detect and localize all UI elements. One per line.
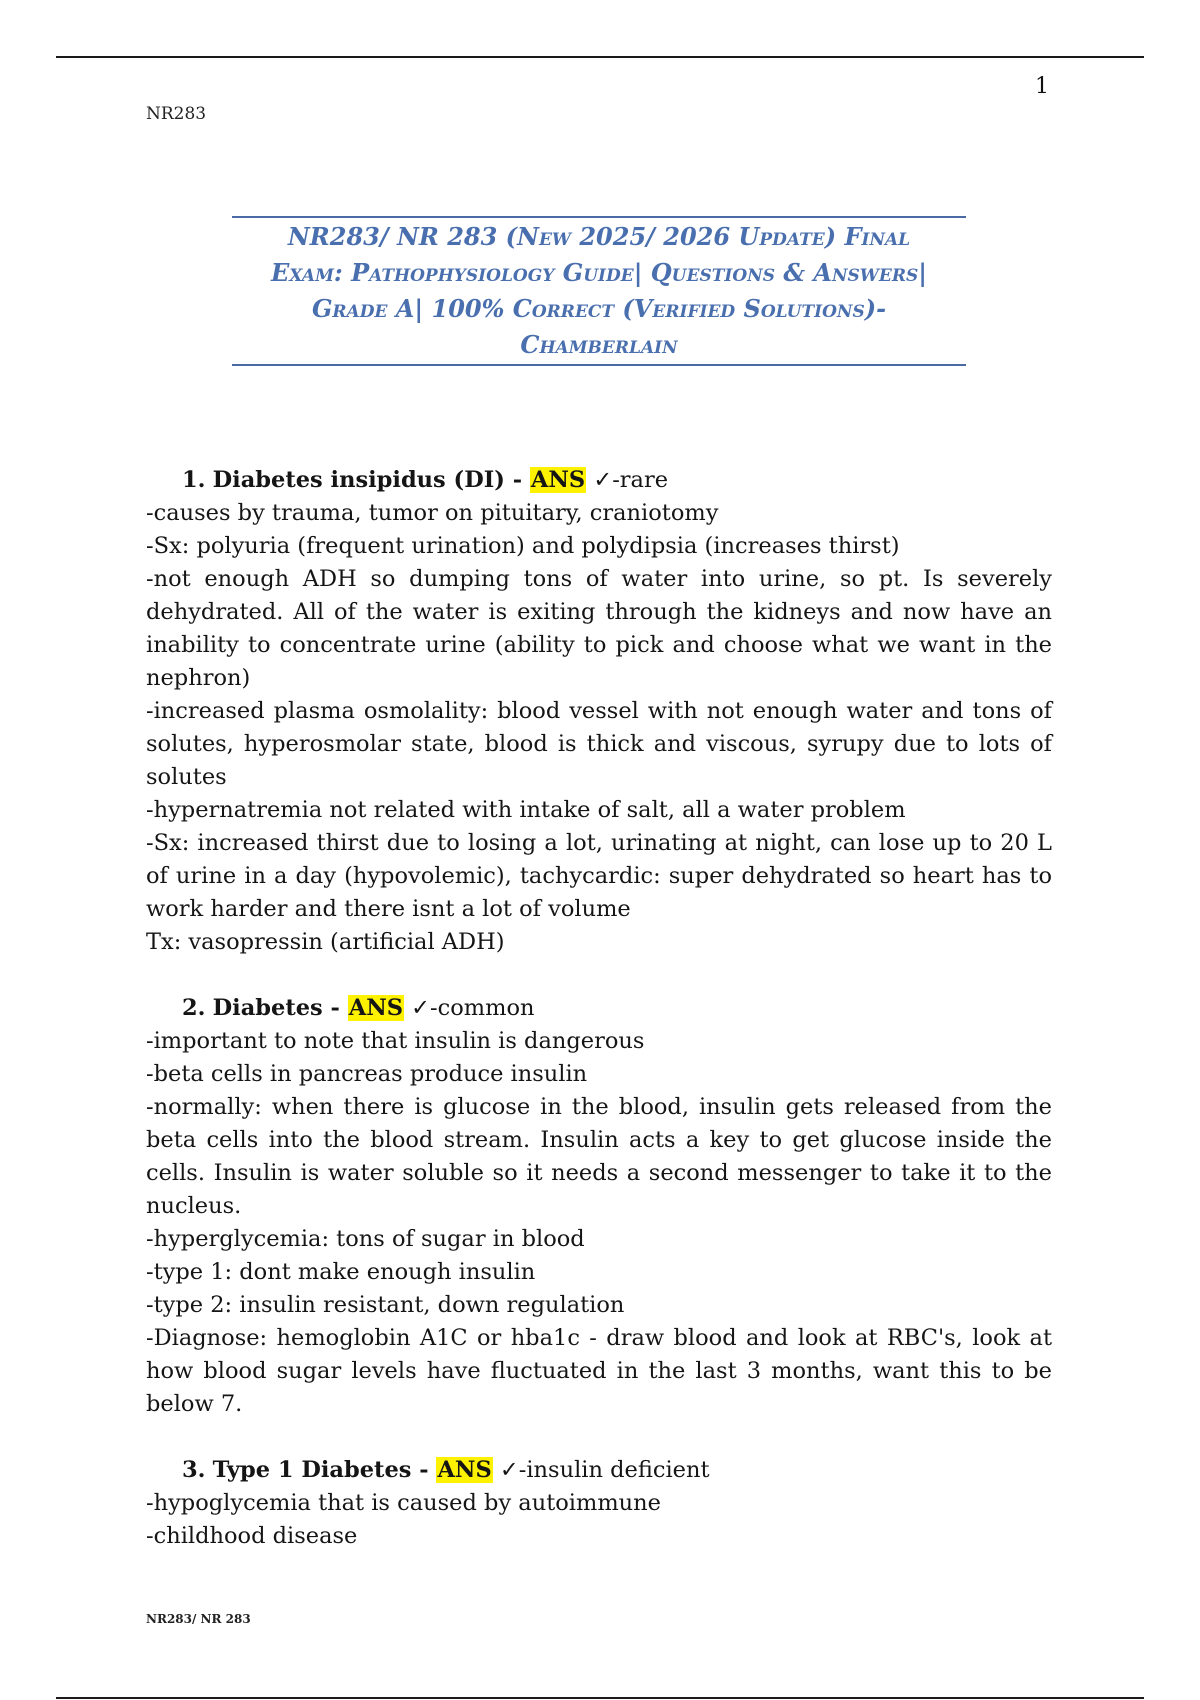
answer-line: -hypoglycemia that is caused by autoimmune xyxy=(146,1490,661,1516)
answer-line: -increased plasma osmolality: blood vessel with not enough water and tons of solutes, hyperosmolar state, blood is thick and viscous, syrupy due to lots of solutes xyxy=(146,698,1052,790)
check-icon: ✓ xyxy=(593,467,613,493)
header-code: NR283 xyxy=(146,104,207,124)
answer-badge: ANS xyxy=(530,467,586,493)
separator: - xyxy=(322,995,348,1021)
question-heading xyxy=(146,992,1052,1025)
footer-code: NR283/ NR 283 xyxy=(146,1612,251,1626)
question-number: 2. xyxy=(182,995,206,1021)
question-heading xyxy=(146,1454,1052,1487)
answer-line: -causes by trauma, tumor on pituitary, craniotomy xyxy=(146,500,719,526)
question-term: Type 1 Diabetes xyxy=(212,1457,412,1483)
answer-line: -important to note that insulin is dangerous xyxy=(146,1028,645,1054)
answer-first-line: -insulin deficient xyxy=(518,1457,710,1483)
question-item xyxy=(146,992,1052,1421)
document-title: NR283/ NR 283 (New 2025/ 2026 Update) Final Exam: Pathophysiology Guide| Questions & Answers| Grade A| 100% Correct (Verified Solutions)- Chamberlain xyxy=(271,222,927,359)
answer-line: -hyperglycemia: tons of sugar in blood xyxy=(146,1226,585,1252)
question-item xyxy=(146,464,1052,959)
answer-line: -hypernatremia not related with intake of salt, all a water problem xyxy=(146,797,906,823)
answer-line: -type 2: insulin resistant, down regulation xyxy=(146,1292,625,1318)
answer-line: -Sx: increased thirst due to losing a lot, urinating at night, can lose up to 20 L of urine in a day (hypovolemic), tachycardic: super dehydrated so heart has to work harder and there isnt a lot of volume xyxy=(146,830,1052,922)
separator: - xyxy=(411,1457,437,1483)
question-item xyxy=(146,1454,1052,1553)
answer-badge: ANS xyxy=(348,995,404,1021)
question-number: 3. xyxy=(182,1457,206,1483)
answer-line: Tx: vasopressin (artificial ADH) xyxy=(146,929,505,955)
answer-line: -not enough ADH so dumping tons of water into urine, so pt. Is severely dehydrated. All of the water is exiting through the kidneys and now have an inability to concentrate urine (ability to pick and choose what we want in the nephron) xyxy=(146,566,1052,691)
header-rule xyxy=(56,56,1144,58)
answer-line: -normally: when there is glucose in the blood, insulin gets released from the beta cells into the blood stream. Insulin acts a key to get glucose inside the cells. Insulin is water soluble so it needs a second messenger to take it to the nucleus. xyxy=(146,1094,1052,1219)
page-number: 1 xyxy=(1035,74,1049,99)
answer-line: -type 1: dont make enough insulin xyxy=(146,1259,536,1285)
question-number: 1. xyxy=(182,467,206,493)
separator: - xyxy=(504,467,530,493)
answer-line: -beta cells in pancreas produce insulin xyxy=(146,1061,588,1087)
check-icon: ✓ xyxy=(499,1457,519,1483)
footer-rule xyxy=(56,1697,1144,1699)
answer-badge: ANS xyxy=(437,1457,492,1483)
answer-line: -childhood disease xyxy=(146,1523,358,1549)
question-list xyxy=(146,464,1052,1553)
title-box xyxy=(232,216,966,366)
question-heading xyxy=(146,464,1052,497)
answer-first-line: -rare xyxy=(612,467,669,493)
answer-line: -Diagnose: hemoglobin A1C or hba1c - draw blood and look at RBC's, look at how blood sugar levels have fluctuated in the last 3 months, want this to be below 7. xyxy=(146,1325,1052,1417)
answer-first-line: -common xyxy=(430,995,535,1021)
check-icon: ✓ xyxy=(411,995,431,1021)
answer-line: -Sx: polyuria (frequent urination) and polydipsia (increases thirst) xyxy=(146,533,900,559)
question-term: Diabetes xyxy=(212,995,323,1021)
question-term: Diabetes insipidus (DI) xyxy=(212,467,505,493)
